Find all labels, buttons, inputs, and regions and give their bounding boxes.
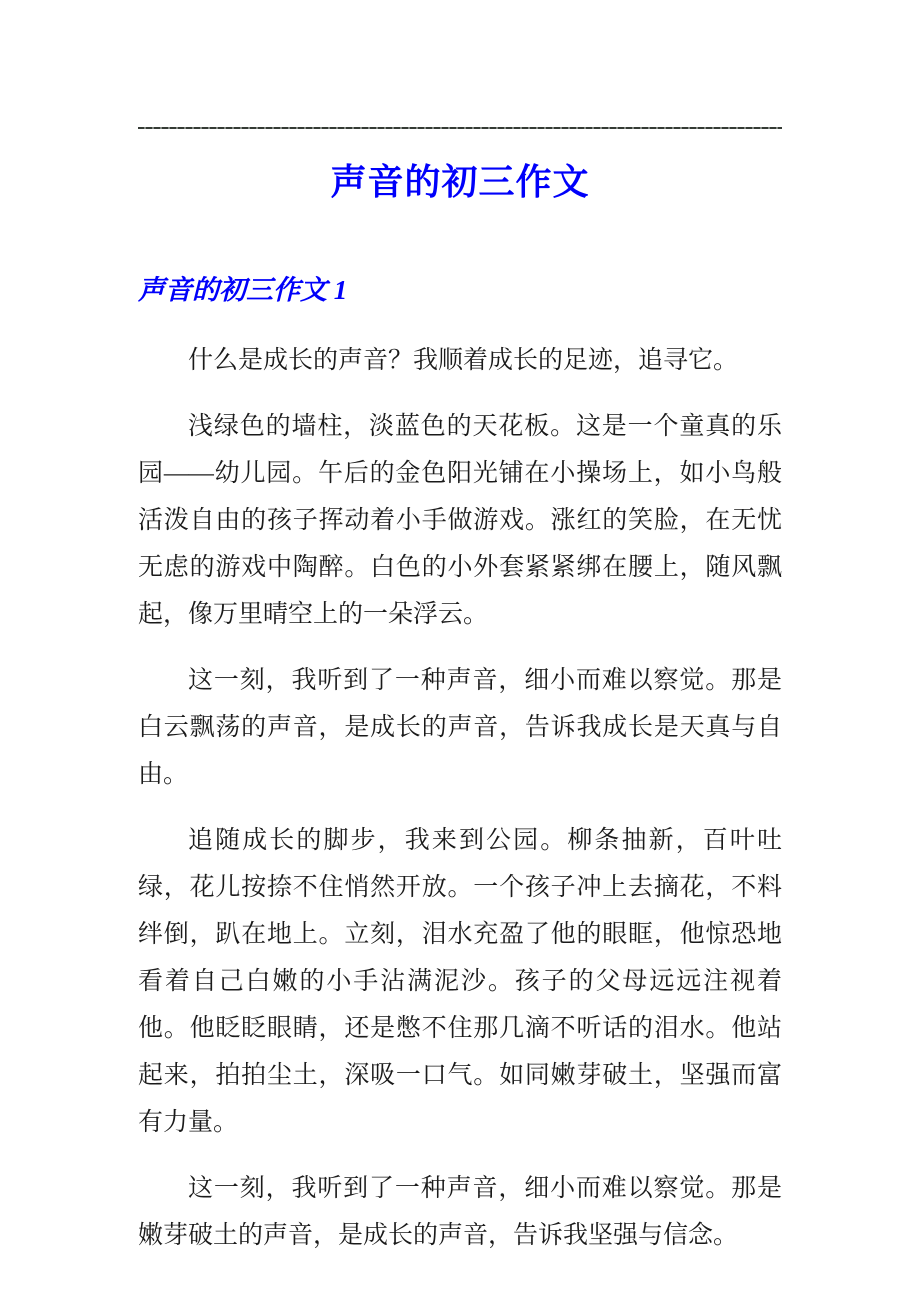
paragraph: 这一刻，我听到了一种声音，细小而难以察觉。那是嫩芽破土的声音，是成长的声音，告诉我坚强与信念。 (138, 1175, 782, 1249)
section-heading: 声音的初三作文 1 (138, 275, 348, 305)
paragraph: 这一刻，我听到了一种声音，细小而难以察觉。那是白云飘荡的声音，是成长的声音，告诉我成长是天真与自由。 (138, 667, 782, 788)
document-body (138, 337, 782, 1259)
paragraph: 追随成长的脚步，我来到公园。柳条抽新，百叶吐绿，花儿按捺不住悄然开放。一个孩子冲上去摘花，不料绊倒，趴在地上。立刻，泪水充盈了他的眼眶，他惊恐地看着自己白嫩的小手沾满泥沙。孩子的父母远远注视着他。他眨眨眼睛，还是憋不住那几滴不听话的泪水。他站起来，拍拍尘土，深吸一口气。如同嫩芽破土，坚强而富有力量。 (138, 827, 782, 1136)
horizontal-rule (138, 127, 782, 129)
paragraph: 浅绿色的墙柱，淡蓝色的天花板。这是一个童真的乐园——幼儿园。午后的金色阳光铺在小操场上，如小鸟般活泼自由的孩子挥动着小手做游戏。涨红的笑脸，在无忧无虑的游戏中陶醉。白色的小外套紧紧绑在腰上，随风飘起，像万里晴空上的一朵浮云。 (138, 413, 782, 628)
document-content (0, 127, 920, 1259)
document-title: 声音的初三作文 (330, 161, 590, 202)
paragraph: 什么是成长的声音？我顺着成长的足迹，追寻它。 (188, 347, 739, 374)
